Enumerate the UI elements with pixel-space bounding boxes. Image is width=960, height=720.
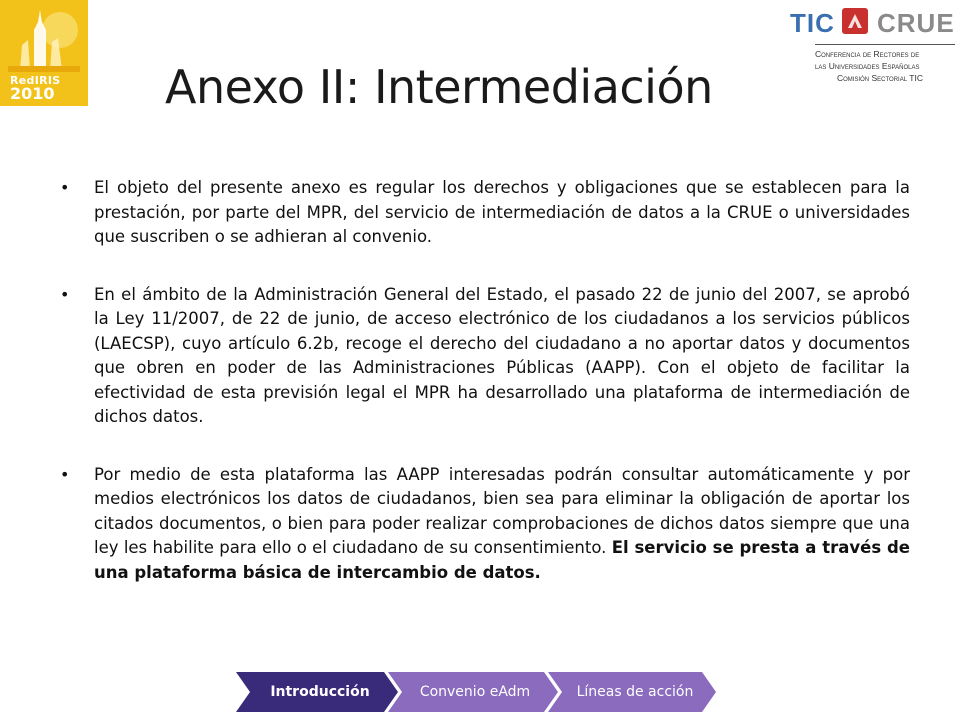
logo-subtitle-line-2: las Universidades Españolas bbox=[815, 61, 920, 71]
bullet-text: En el ámbito de la Administración General del Estado, el pasado 22 de junio del 2007, se aprobó la Ley 11/2007, de 22 de junio, de acceso electrónico de los ciudadanos a los servicios públicos (LAECSP), cuyo artículo 6.2b, recoge el derecho del ciudadano a no aportar datos y documentos que obren en poder de las Administraciones Públicas (AAPP). Con el objeto de facilitar la efectividad de esta previsión legal el MPR ha desarrollado una plataforma de intermediación de dichos datos. bbox=[94, 284, 910, 426]
bullet-text: Por medio de esta plataforma las AAPP interesadas podrán consultar automáticamente y por medios electrónicos los datos de ciudadanos, bien sea para eliminar la obligación de aportar los citados documentos, o bien para poder realizar comprobaciones de dichos datos siempre que una ley les habilite para ello o el ciudadano de su consentimiento. bbox=[94, 464, 910, 557]
event-logo-year: 2010 bbox=[10, 84, 55, 103]
logo-subtitle-line-3: Comisión Sectorial TIC bbox=[837, 73, 923, 83]
bullet-text: El objeto del presente anexo es regular los derechos y obligaciones que se establecen para la prestación, por parte del MPR, del servicio de intermediación de datos a la CRUE o universidades que suscriben o se adhieran al convenio. bbox=[94, 178, 910, 246]
bullet-item bbox=[60, 176, 910, 250]
tic-wordmark: TIC bbox=[790, 8, 835, 38]
nav-item-convenio-eadm[interactable]: Convenio eAdm bbox=[419, 684, 531, 700]
bullet-item bbox=[60, 463, 910, 586]
tic-crue-logo bbox=[785, 4, 955, 94]
section-nav bbox=[236, 672, 716, 712]
logo-divider bbox=[815, 44, 955, 45]
bullet-dot-icon: • bbox=[60, 284, 70, 304]
crue-wordmark: CRUE bbox=[877, 8, 955, 38]
logo-subtitle bbox=[785, 48, 955, 84]
bullet-dot-icon: • bbox=[60, 464, 70, 484]
bullet-item bbox=[60, 283, 910, 430]
event-logo bbox=[0, 0, 88, 118]
logo-subtitle-line-1: Conferencia de Rectores de bbox=[815, 49, 920, 59]
nav-item-introduccion[interactable]: Introducción bbox=[270, 684, 370, 700]
sponsor-strip bbox=[0, 106, 88, 118]
bullet-bold-text: El servicio se presta a través de una plataforma básica de intercambio de datos. bbox=[94, 538, 910, 582]
slide-body bbox=[60, 176, 910, 618]
slide-title: Anexo II: Intermediación bbox=[165, 60, 713, 114]
crue-emblem-icon bbox=[842, 8, 868, 34]
nav-item-lineas-de-accion[interactable]: Líneas de acción bbox=[576, 684, 694, 700]
event-logo-name: RedIRIS bbox=[10, 74, 61, 87]
bullet-dot-icon: • bbox=[60, 178, 70, 197]
